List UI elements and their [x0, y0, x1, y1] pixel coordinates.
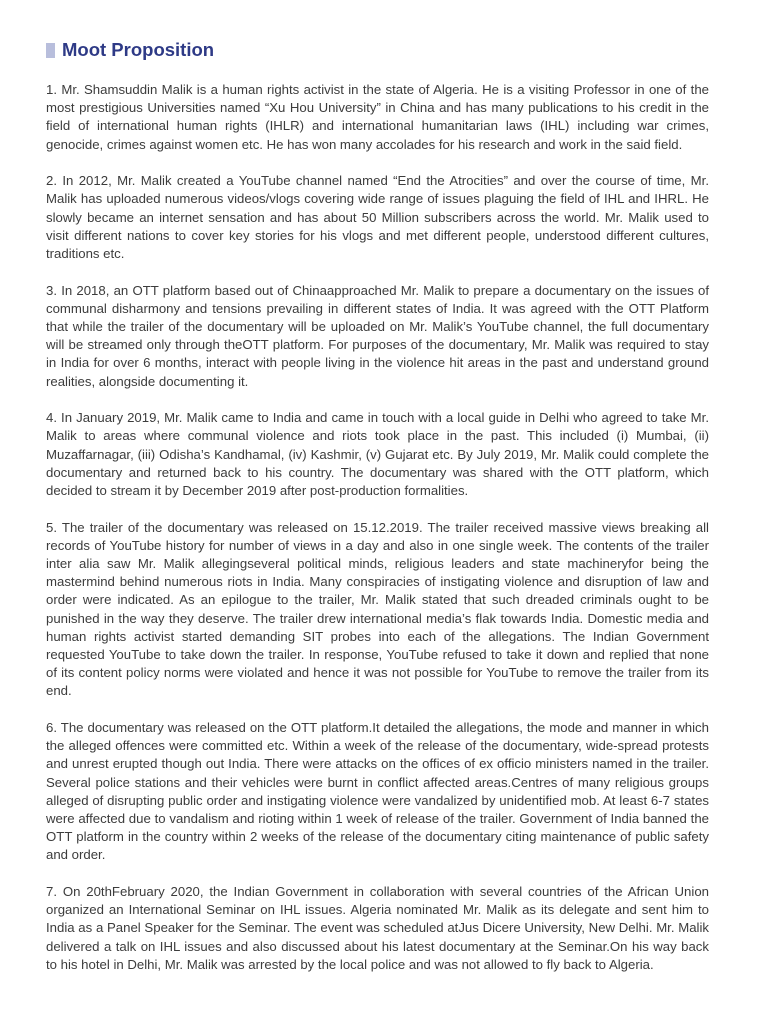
- page-title: Moot Proposition: [62, 39, 215, 60]
- heading-accent-bar: [46, 43, 55, 58]
- paragraph-2: 2. In 2012, Mr. Malik created a YouTube channel named “End the Atrocities” and over the course of time, Mr. Malik has uploaded numerous videos/vlogs covering wide range of issues plaguing the field of IHL and IHRL. He slowly became an internet sensation and has about 50 Million subscribers across the world. Mr. Malik used to visit different nations to cover key stories for his vlogs and met different people, understood different cultures, traditions etc.: [46, 173, 709, 262]
- paragraph-6: 6. The documentary was released on the OTT platform.It detailed the allegations, the mode and manner in which the alleged offences were committed etc. Within a week of the release of the documentary, wide-spread protests and unrest erupted though out India. There were attacks on the offices of ex officio ministers named in the trailer. Several police stations and their vehicles were burnt in conflict affected areas.Centres of many religious groups alleged of disrupting public order and instigating violence were vandalized by unidentified mob. At least 6-7 states were affected due to vandalism and rioting within 1 week of release of the trailer. Government of India banned the OTT platform in the country within 2 weeks of the release of the documentary citing maintenance of public safety and order.: [46, 720, 709, 863]
- document-page: [46, 38, 709, 992]
- paragraph-1: 1. Mr. Shamsuddin Malik is a human rights activist in the state of Algeria. He is a visiting Professor in one of the most prestigious Universities named “Xu Hou University” in China and has many publications to his credit in the field of international human rights (IHLR) and international humanitarian laws (IHL) including war crimes, genocide, crimes against women etc. He has won many accolades for his research and work in the said field.: [46, 82, 709, 152]
- paragraph-5: 5. The trailer of the documentary was released on 15.12.2019. The trailer received massive views breaking all records of YouTube history for number of views in a day and also in one single week. The contents of the trailer inter alia saw Mr. Malik allegingseveral political minds, religious leaders and state machineryfor being the mastermind behind numerous riots in India. Many conspiracies of instigating violence and disruption of law and order were indicated. As an epilogue to the trailer, Mr. Malik stated that such dreaded criminals ought to be punished in the way they deserve. The trailer drew international media’s flak towards India. Domestic media and human rights activist started demanding SIT probes into each of the allegations. The Indian Government requested YouTube to take down the trailer. In response, YouTube refused to take it down and replied that none of its content policy norms were violated and hence it was not possible for YouTube to remove the trailer from its end.: [46, 519, 709, 699]
- section-heading: [46, 38, 709, 62]
- paragraph-7: 7. On 20thFebruary 2020, the Indian Government in collaboration with several countries of the African Union organized an International Seminar on IHL issues. Algeria nominated Mr. Malik as its delegate and sent him to India as a Panel Speaker for the Seminar. The event was scheduled atJus Dicere University, New Delhi. Mr. Malik delivered a talk on IHL issues and also discussed about his latest documentary at the Seminar.On his way back to his hotel in Delhi, Mr. Malik was arrested by the local police and was not allowed to fly back to Algeria.: [46, 884, 709, 972]
- paragraph-3: 3. In 2018, an OTT platform based out of Chinaapproached Mr. Malik to prepare a documentary on the issues of communal disharmony and tensions prevailing in different states of India. It was agreed with the OTT Platform that while the trailer of the documentary will be uploaded on Mr. Malik’s YouTube channel, the full documentary will be streamed only through theOTT platform. For purposes of the documentary, Mr. Malik was required to stay in India for over 6 months, interact with people living in the violence hit areas in the past and understand ground realities, alongside documenting it.: [46, 282, 709, 389]
- paragraph-4: 4. In January 2019, Mr. Malik came to India and came in touch with a local guide in Delhi who agreed to take Mr. Malik to areas where communal violence and riots took place in the past. This included (i) Mumbai, (ii) Muzaffarnagar, (iii) Odisha’s Kandhamal, (iv) Kashmir, (v) Gujarat etc. By July 2019, Mr. Malik could complete the documentary and returned back to his country. The documentary was shared with the OTT platform, which decided to stream it by December 2019 after post-production formalities.: [46, 410, 709, 499]
